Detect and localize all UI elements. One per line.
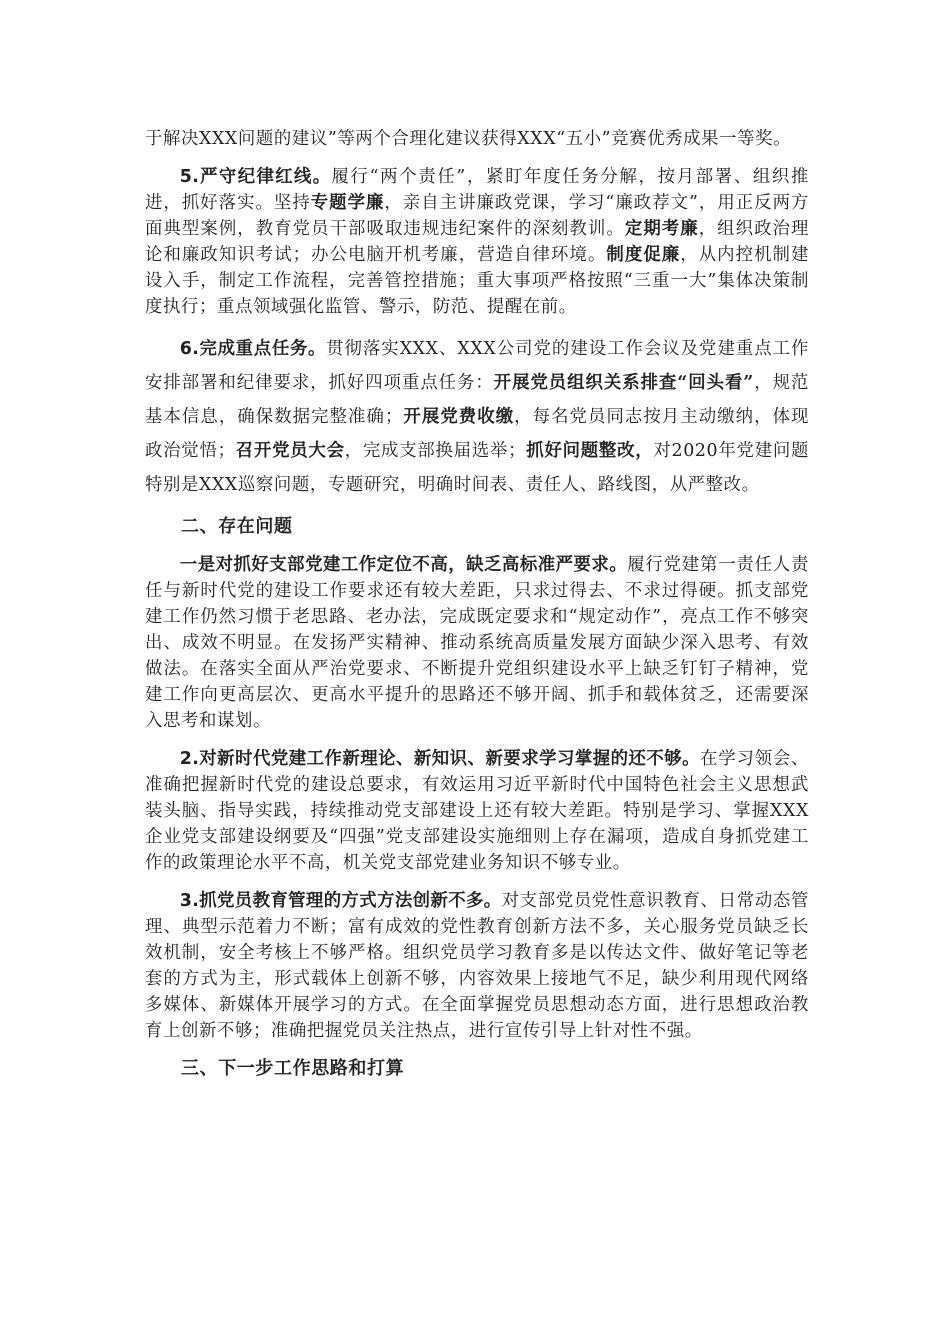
issue-heading: 3.抓党员教育管理的方式方法创新不多。: [179, 891, 502, 911]
bold-phrase: 制度促廉: [606, 245, 681, 265]
paragraph-text: ，每名党员同志按月主动缴纳，体现政治觉悟；: [145, 407, 809, 461]
issue-text: 履行党建第一责任人责任与新时代党的建设工作要求还有较大差距，只求过得去、不求过得硬。抓支部党建工作仍然习惯于老思路、老办法，完成既定要求和“规定动作”，亮点工作不够突出、成效不明显。在发扬严实精神、推动系统高质量发展方面缺少深入思考、有效做法。在落实全面从严治党要求、不断提升党组织建设水平上缺乏钉钉子精神，党建工作向更高层次、更高水平提升的思路还不够开阔、抓手和载体贫乏，还需要深入思考和谋划。: [145, 555, 809, 731]
issue-heading: 2.对新时代党建工作新理论、新知识、新要求学习掌握的还不够。: [179, 749, 701, 769]
bold-phrase: 开展党员组织关系排查“回头看”: [493, 373, 754, 393]
paragraph-5-discipline: [145, 164, 809, 320]
section-heading-next-steps: 三、下一步工作思路和打算: [181, 1058, 405, 1079]
paragraph-text: 履行“两个责任”，紧盯年度任务分解，按月部署、组织推进，抓好落实。坚持: [145, 167, 809, 213]
bold-phrase: 专题学廉: [310, 193, 385, 213]
bold-phrase: 开展党费收缴: [402, 407, 515, 427]
paragraph-6-key-tasks: [145, 332, 809, 502]
paragraph-heading: 6.完成重点任务。: [179, 339, 327, 359]
paragraph-text: ，规范基本信息，确保数据完整准确；: [145, 373, 809, 427]
paragraph-text: 贯彻落实XXX、XXX公司党的建设工作会议及党建重点工作安排部署和纪律要求，抓好四项重点任务：: [145, 339, 809, 393]
paragraph-text: ，完成支部换届选举；: [344, 441, 527, 461]
paragraph-text: ，组织政治理论和廉政知识考试；办公电脑开机考廉，营造自律环境。: [145, 219, 809, 265]
section-heading-issues: 二、存在问题: [181, 516, 293, 537]
bold-phrase: 定期考廉: [624, 219, 699, 239]
paragraph-text: ，亲自主讲廉政党课，学习“廉政荐文”，用正反两方面典型案例，教育党员干部吸取违规违纪案件的深刻教训。: [145, 193, 809, 239]
bold-phrase: 抓好问题整改，: [526, 441, 654, 461]
paragraph-4-continuation: [145, 126, 809, 152]
paragraph-text: 对2020年党建问题特别是XXX巡察问题，专题研究，明确时间表、责任人、路线图，从严整改。: [145, 441, 809, 495]
paragraph-text: 于解决XXX问题的建议”等两个合理化建议获得XXX“五小”竞赛优秀成果一等奖。: [145, 129, 792, 149]
paragraph-heading: 5.严守纪律红线。: [179, 167, 332, 187]
bold-phrase: 召开党员大会: [235, 441, 345, 461]
issue-3: [145, 888, 809, 1044]
issue-heading: 一是对抓好支部党建工作定位不高，缺乏高标准严要求。: [179, 555, 628, 575]
issue-1: [145, 552, 809, 734]
document-page: [145, 126, 809, 1094]
issue-2: [145, 746, 809, 876]
paragraph-text: ，从内控机制建设入手，制定工作流程，完善管控措施；重大事项严格按照“三重一大”集体决策制度执行；重点领域强化监管、警示，防范、提醒在前。: [145, 245, 809, 317]
issue-text: 对支部党员党性意识教育、日常动态管理、典型示范着力不断；富有成效的党性教育创新方法不多，关心服务党员缺乏长效机制，安全考核上不够严格。组织党员学习教育多是以传达文件、做好笔记等老套的方式为主，形式载体上创新不够，内容效果上接地气不足，缺少利用现代网络多媒体、新媒体开展学习的方式。在全面掌握党员思想动态方面，进行思想政治教育上创新不够；准确把握党员关注热点，进行宣传引导上针对性不强。: [145, 891, 809, 1041]
issue-text: 在学习领会、准确把握新时代党的建设总要求，有效运用习近平新时代中国特色社会主义思想武装头脑、指导实践，持续推动党支部建设上还有较大差距。特别是学习、掌握XXX企业党支部建设纲要及“四强”党支部建设实施细则上存在漏项，造成自身抓党建工作的政策理论水平不高，机关党支部党建业务知识不够专业。: [145, 749, 809, 873]
